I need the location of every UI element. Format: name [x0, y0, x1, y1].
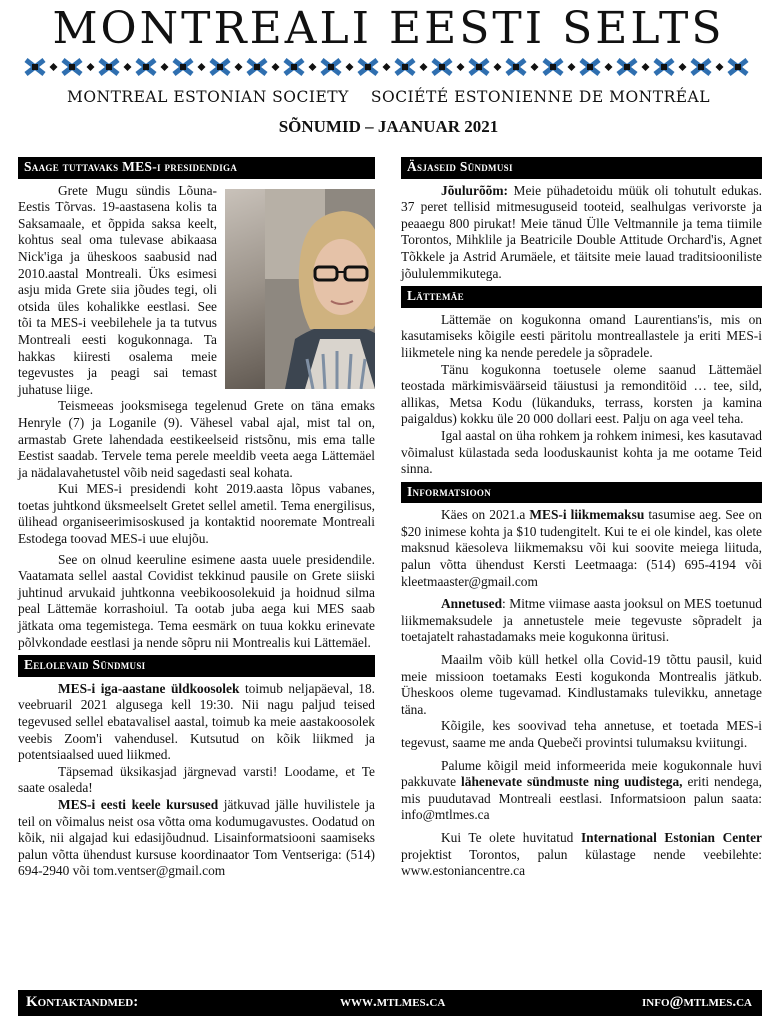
paragraph: [401, 758, 762, 824]
text: projektist Torontos, palun külastage nende veebilehte: www.estoniancentre.ca: [401, 846, 762, 879]
paragraph: [18, 183, 375, 399]
text: Kui Te olete huvitatud: [441, 829, 581, 845]
section-heading-lattemae: Lättemäe: [401, 286, 762, 308]
bold-text: lähenevate sündmuste ning uudistega,: [461, 774, 683, 790]
contact-label: Kontaktandmed:: [26, 994, 139, 1010]
subtitle-english: MONTREAL ESTONIAN SOCIETY: [66, 88, 349, 106]
section-heading-recent-events: Äsjaseid Sündmusi: [401, 157, 762, 179]
text: eriti nendega, mis puudutavad Montreali eestlasi. Informatsioon palun saata: info@mtlmes.ca: [401, 774, 763, 823]
paragraph: Kõigile, kes soovivad teha annetuse, et toetada MES-i tegevust, saame me anda Quebeči provintsi tulumaksu kviitungi.: [401, 718, 762, 750]
text: Palume kõigil meid informeerida meie kogukonnale huvi pakkuvate: [401, 757, 762, 790]
president-bio-text: Grete Mugu sündis Lõuna-Eestis Tõrvas. 19-aastasena kolis ta Saksamaale, et õppida saksa keelt, kohtus seal oma tulevase abikaasa Nick'iga ja üheskoos saabusid nad 2010.aastal Montreali. Üks esimesi asju mida Grete siia jõudes tegi, oli otsida üles kohalikke eestlasi. See tõi ta MES-i veebilehele ja ta tutvus Montreali eesti kogukonnaga. Ta hakkas kiiresti osalema meie tegevustes ja peagi sai temast juhatuse liige.: [18, 182, 217, 397]
text: : Mitme viimase aasta jooksul on MES toetunud liikmemaksudele ja annetustele meie tegevuste sõpradelt ja toetajatelt rahastadamaks meie kogukonna üritusi.: [401, 596, 762, 645]
text: jätkuvad jälle huvilistele ja teil on võimalus neist osa võtta oma kodumugavustes. Oodatud on kõik, nii algajad kui edasijõudnud. Lisainformatsiooni saamiseks palun võtta ühendust kursuse koordinaator Tom Ventseriga: (514) 694-2940 või tom.ventser@gmail.com: [18, 796, 375, 879]
email-link[interactable]: info@mtlmes.ca: [642, 994, 752, 1010]
section-heading-information: Informatsioon: [401, 482, 762, 504]
bold-text: International Estonian Center: [580, 829, 762, 845]
left-column: [18, 157, 375, 880]
bold-text: Annetused: [441, 596, 503, 612]
portrait-image-icon: [265, 189, 375, 389]
footer-bar: [18, 990, 762, 1016]
paragraph: Igal aastal on üha rohkem ja rohkem inimesi, kes kasutavad võimalust külastada seda looduskaunist kohta ja me ootame Teid sinna.: [401, 427, 762, 477]
section-heading-upcoming-events: Eelolevaid Sündmusi: [18, 655, 375, 677]
text: toimub neljapäeval, 18. veebruaril 2021 algusega kell 19:30. Nii nagu paljud teised tegevused sellel ebatavalisel aastal, toimub ka meie aastakoosolek veebis Zoom'i vahendusel. Kutsutud on kõik liikmed ja potentsiaalsed uued liikmed.: [18, 680, 375, 763]
text: Käes on 2021.a: [441, 507, 530, 523]
paragraph: Kui MES-i presidendi koht 2019.aasta lõpus vabanes, toetas juhtkond üksmeelselt Gretet sellel ametil. Tema energilisus, ülihead organiseerimisoskused ja kontaktid nooremate Montreali Estodega toovad MES-i uue elujõu.: [18, 481, 375, 547]
paragraph: Maailm võib küll hetkel olla Covid-19 tõttu pausil, kuid meie missioon toetamaks Eesti kogukonda Montrealis jätkub. Üheskoos oleme tugevamad. Kindlustamaks tulevikku, annetage täna.: [401, 652, 762, 717]
paragraph: [401, 830, 762, 880]
bold-text: MES-i iga-aastane üldkoosolek: [58, 680, 240, 696]
paragraph: See on olnud keeruline esimene aasta uuele presidendile. Vaatamata sellel aastal Covidist tekkinud pausile on Grete siiski juhtinud arvukaid juhtkonna veebikoosolekuid ja hoidnud silma peal Lättemäe korrashoiul. Ta ootab juba aega kui MES saab jätkata oma tegemistega. Tema eesmärk on tuua kokku erinevate põlvkondade eestlasi ja nende sõpru nii Montrealis kui Lättemäel.: [18, 551, 375, 650]
paragraph: Teismeeas jooksmisega tegelenud Grete on täna emaks Henryle (7) ja Loganile (9). Vähesel vabal ajal, mist tal on, armastab Grete lahendada eestikeelseid ristsõnu, mis ema talle Eestist saadab. Tervele tema perele meeldib veeta aega Lättemäel ja nädalavahetustel võib neid sagedasti seal kohata.: [18, 398, 375, 480]
paragraph: Lättemäe on kogukonna omand Laurentians'is, mis on kasutamiseks kõigile eesti päritolu montreallastele ja eriti MES-i liikmetele ning ka nende peredele ja sõpradele.: [401, 311, 762, 360]
paragraph: Tänu kogukonna toetusele oleme saanud Lättemäel teostada märkimisväärseid täiustusi ja remonditöid … tee, sild, allikas, Metsa Kodu (lükanduks, terrass, korsten ja kamina paigaldus) kokku üle 20 000 dollari eest. Palju on aga veel teha.: [401, 361, 762, 427]
ornament-border-icon: [22, 57, 755, 77]
paragraph: [401, 596, 762, 646]
right-column: [401, 157, 762, 880]
paragraph: [18, 797, 375, 880]
section-heading-president: Saage tuttavaks MES-i presidendiga: [18, 157, 375, 179]
paragraph: [401, 183, 762, 283]
bold-text: MES-i eesti keele kursused: [58, 796, 219, 812]
paragraph: [18, 681, 375, 764]
bold-text: Jõulurõõm:: [441, 182, 508, 198]
issue-title: SÕNUMID – JAANUAR 2021: [278, 117, 499, 136]
text: Meie pühadetoidu müük oli tohutult edukas. 37 peret tellisid mitmesuguseid tooteid, sealhulgas verivorste ja peaaegu 800 pirukat! Meie tänud Ülle Veltmannile ja tema tiimile Torontos, Mihklile ja Beatricile Double Attitude Orchard'is, Agnet Tõkkele ja Astrid Arumäele, et täitsite meie lauad traditsiooniliste jõululemmikutega.: [401, 182, 762, 281]
website-link[interactable]: www.mtlmes.ca: [340, 994, 446, 1010]
text: tasumise aeg. See on $20 inimese kohta ja $10 tudengitelt. Kui te ei ole kindel, kas olete maksnud käesoleva liikmemaksu või kui soovite meiega liituda, palun võtta ühendust Kersti Leetmaaga: (514) 695-4194 või kleetmaaster@gmail.com: [401, 507, 762, 589]
president-photo: [225, 189, 375, 389]
bold-text: MES-i liikmemaksu: [529, 507, 645, 523]
subtitle: [0, 88, 777, 106]
paragraph: [401, 507, 762, 590]
subtitle-french: SOCIÉTÉ ESTONIENNE DE MONTRÉAL: [370, 88, 711, 106]
newsletter-title: MONTREALI EESTI SELTS: [52, 3, 725, 54]
paragraph: Täpsemad üksikasjad järgnevad varsti! Loodame, et Te saate osaleda!: [18, 763, 375, 796]
